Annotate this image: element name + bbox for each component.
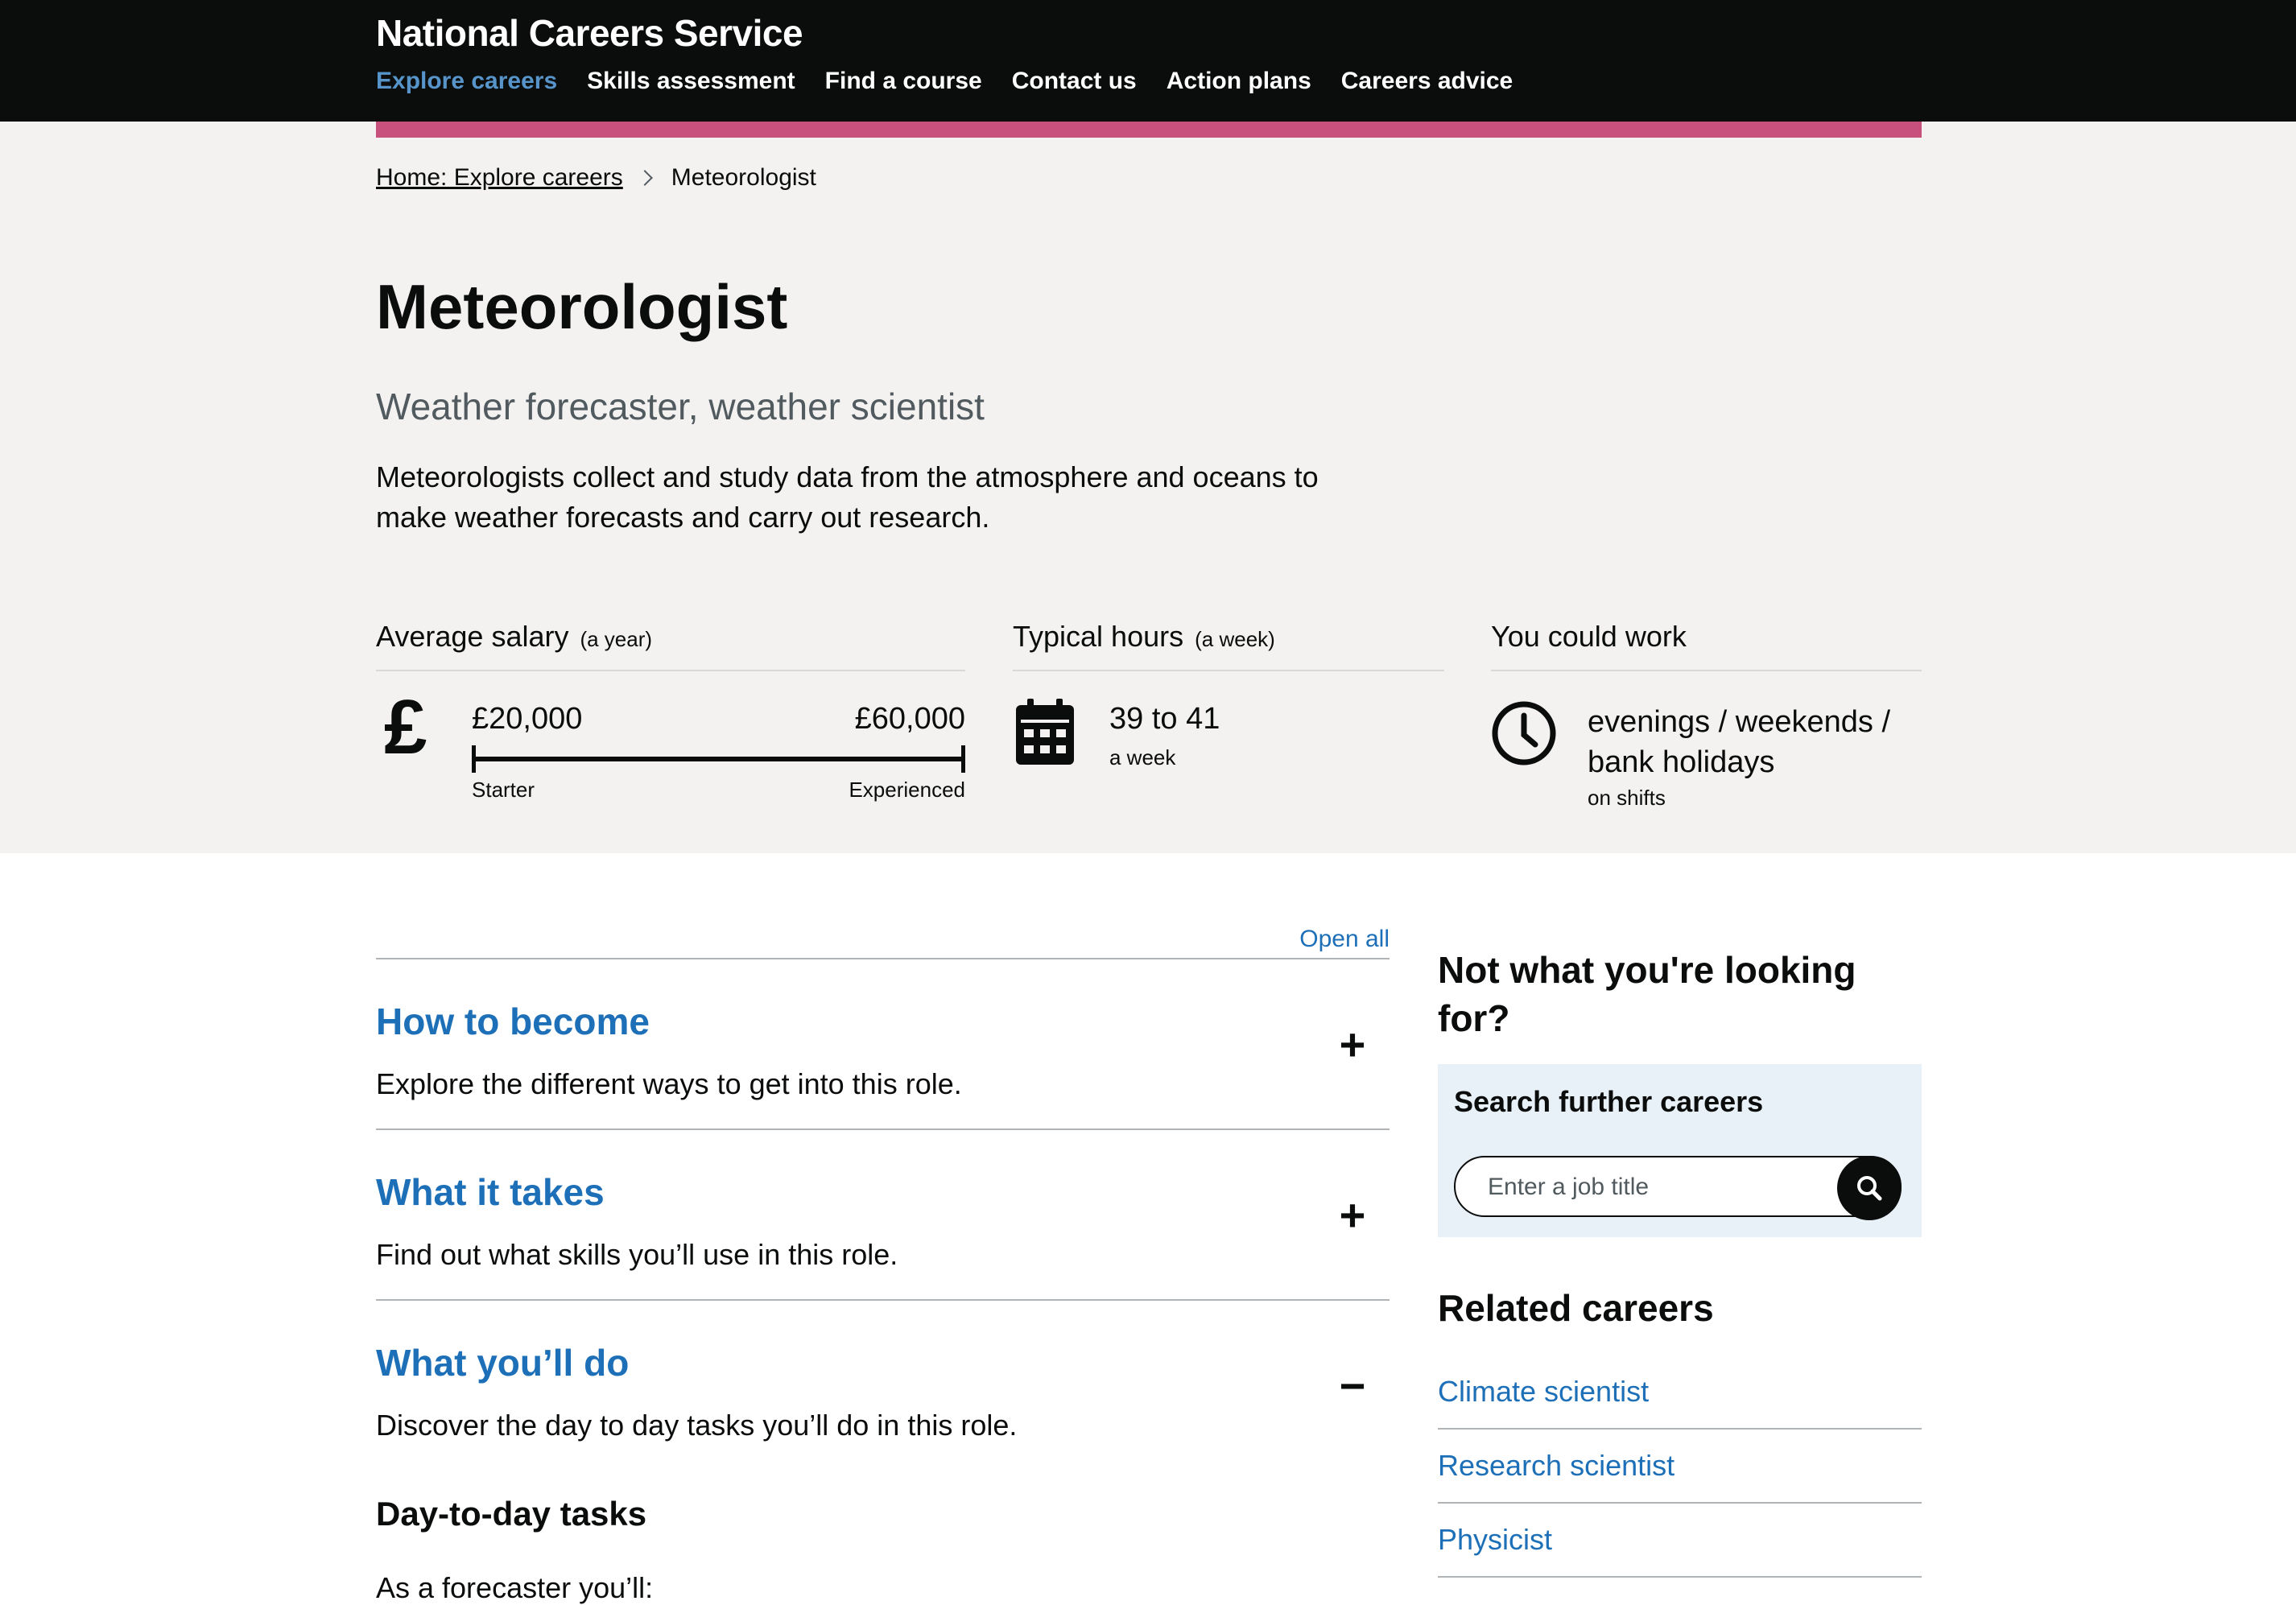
salary-period: (a year) [580, 627, 653, 651]
related-careers-heading: Related careers [1438, 1287, 1714, 1329]
plus-icon[interactable]: + [1339, 1190, 1366, 1240]
breadcrumb-home-link[interactable]: Home: Explore careers [376, 164, 623, 191]
nav-explore-careers[interactable]: Explore careers [376, 68, 558, 94]
hours-unit: a week [1109, 745, 1176, 769]
career-intro: Meteorologists collect and study data from the atmosphere and oceans to make weather forecasts and carry out research. [376, 460, 1319, 534]
accordion-what-youll-do-title[interactable]: What you’ll do [376, 1342, 630, 1384]
tasks-intro: As a forecaster you’ll: [376, 1571, 654, 1604]
salary-max-label: Experienced [849, 778, 965, 802]
hours-value: 39 to 41 [1109, 702, 1220, 736]
hours-heading-label: Typical hours [1013, 620, 1184, 653]
pound-icon: £ [384, 684, 427, 770]
day-to-day-tasks-heading: Day-to-day tasks [376, 1495, 647, 1533]
accordion-what-it-takes-title[interactable]: What it takes [376, 1171, 605, 1213]
search-input[interactable] [1486, 1169, 1827, 1206]
search-field [1454, 1156, 1902, 1217]
minus-icon[interactable]: − [1339, 1360, 1366, 1411]
search-label: Search further careers [1454, 1085, 1764, 1118]
salary-heading [376, 620, 965, 671]
breadcrumb [376, 164, 816, 192]
nav-contact-us[interactable]: Contact us [1011, 68, 1137, 94]
related-career-link[interactable]: Physicist [1438, 1523, 1553, 1556]
calendar-icon [1016, 699, 1074, 769]
salary-max: £60,000 [854, 702, 965, 736]
accordion-what-it-takes-summary: Find out what skills you’ll use in this role. [376, 1238, 898, 1271]
related-career-link[interactable]: Research scientist [1438, 1449, 1675, 1482]
salary-heading-label: Average salary [376, 620, 569, 653]
breadcrumb-current: Meteorologist [671, 164, 816, 191]
work-value: evenings / weekends / bank holidays [1588, 705, 1891, 779]
accent-bar [376, 122, 1922, 138]
salary-min: £20,000 [472, 702, 583, 736]
search-panel [1438, 1064, 1922, 1237]
related-career-link[interactable]: Climate scientist [1438, 1375, 1650, 1408]
plus-icon[interactable]: + [1339, 1019, 1366, 1070]
accordion-divider [376, 1128, 1390, 1130]
open-all-button[interactable]: Open all [1299, 926, 1390, 952]
related-divider [1438, 1576, 1922, 1578]
accordion-divider [376, 1299, 1390, 1301]
search-button[interactable] [1837, 1156, 1902, 1220]
related-divider [1438, 1428, 1922, 1430]
salary-range-bar [472, 757, 965, 761]
nav-find-a-course[interactable]: Find a course [824, 68, 982, 94]
accordion-divider [376, 958, 1390, 959]
hours-period: (a week) [1195, 627, 1275, 651]
chevron-right-icon [637, 170, 653, 186]
related-divider [1438, 1502, 1922, 1504]
main-nav [376, 68, 1542, 95]
alternative-titles: Weather forecaster, weather scientist [376, 386, 985, 427]
salary-min-label: Starter [472, 778, 535, 802]
nav-action-plans[interactable]: Action plans [1166, 68, 1311, 94]
site-header [0, 0, 2296, 122]
sidebar-title: Not what you're looking for? [1438, 949, 1856, 1039]
page-title: Meteorologist [376, 271, 788, 342]
clock-icon [1491, 700, 1557, 770]
work-unit: on shifts [1588, 786, 1666, 810]
search-icon [1855, 1174, 1884, 1203]
work-heading-label: You could work [1491, 620, 1687, 653]
work-heading [1491, 620, 1922, 671]
accordion-how-to-become-summary: Explore the different ways to get into this role. [376, 1067, 962, 1100]
hours-heading [1013, 620, 1444, 671]
nav-careers-advice[interactable]: Careers advice [1340, 68, 1513, 94]
accordion-how-to-become-title[interactable]: How to become [376, 1001, 650, 1042]
accordion-what-youll-do-summary: Discover the day to day tasks you’ll do in this role. [376, 1409, 1018, 1442]
nav-skills-assessment[interactable]: Skills assessment [587, 68, 795, 94]
site-brand[interactable]: National Careers Service [376, 12, 803, 54]
